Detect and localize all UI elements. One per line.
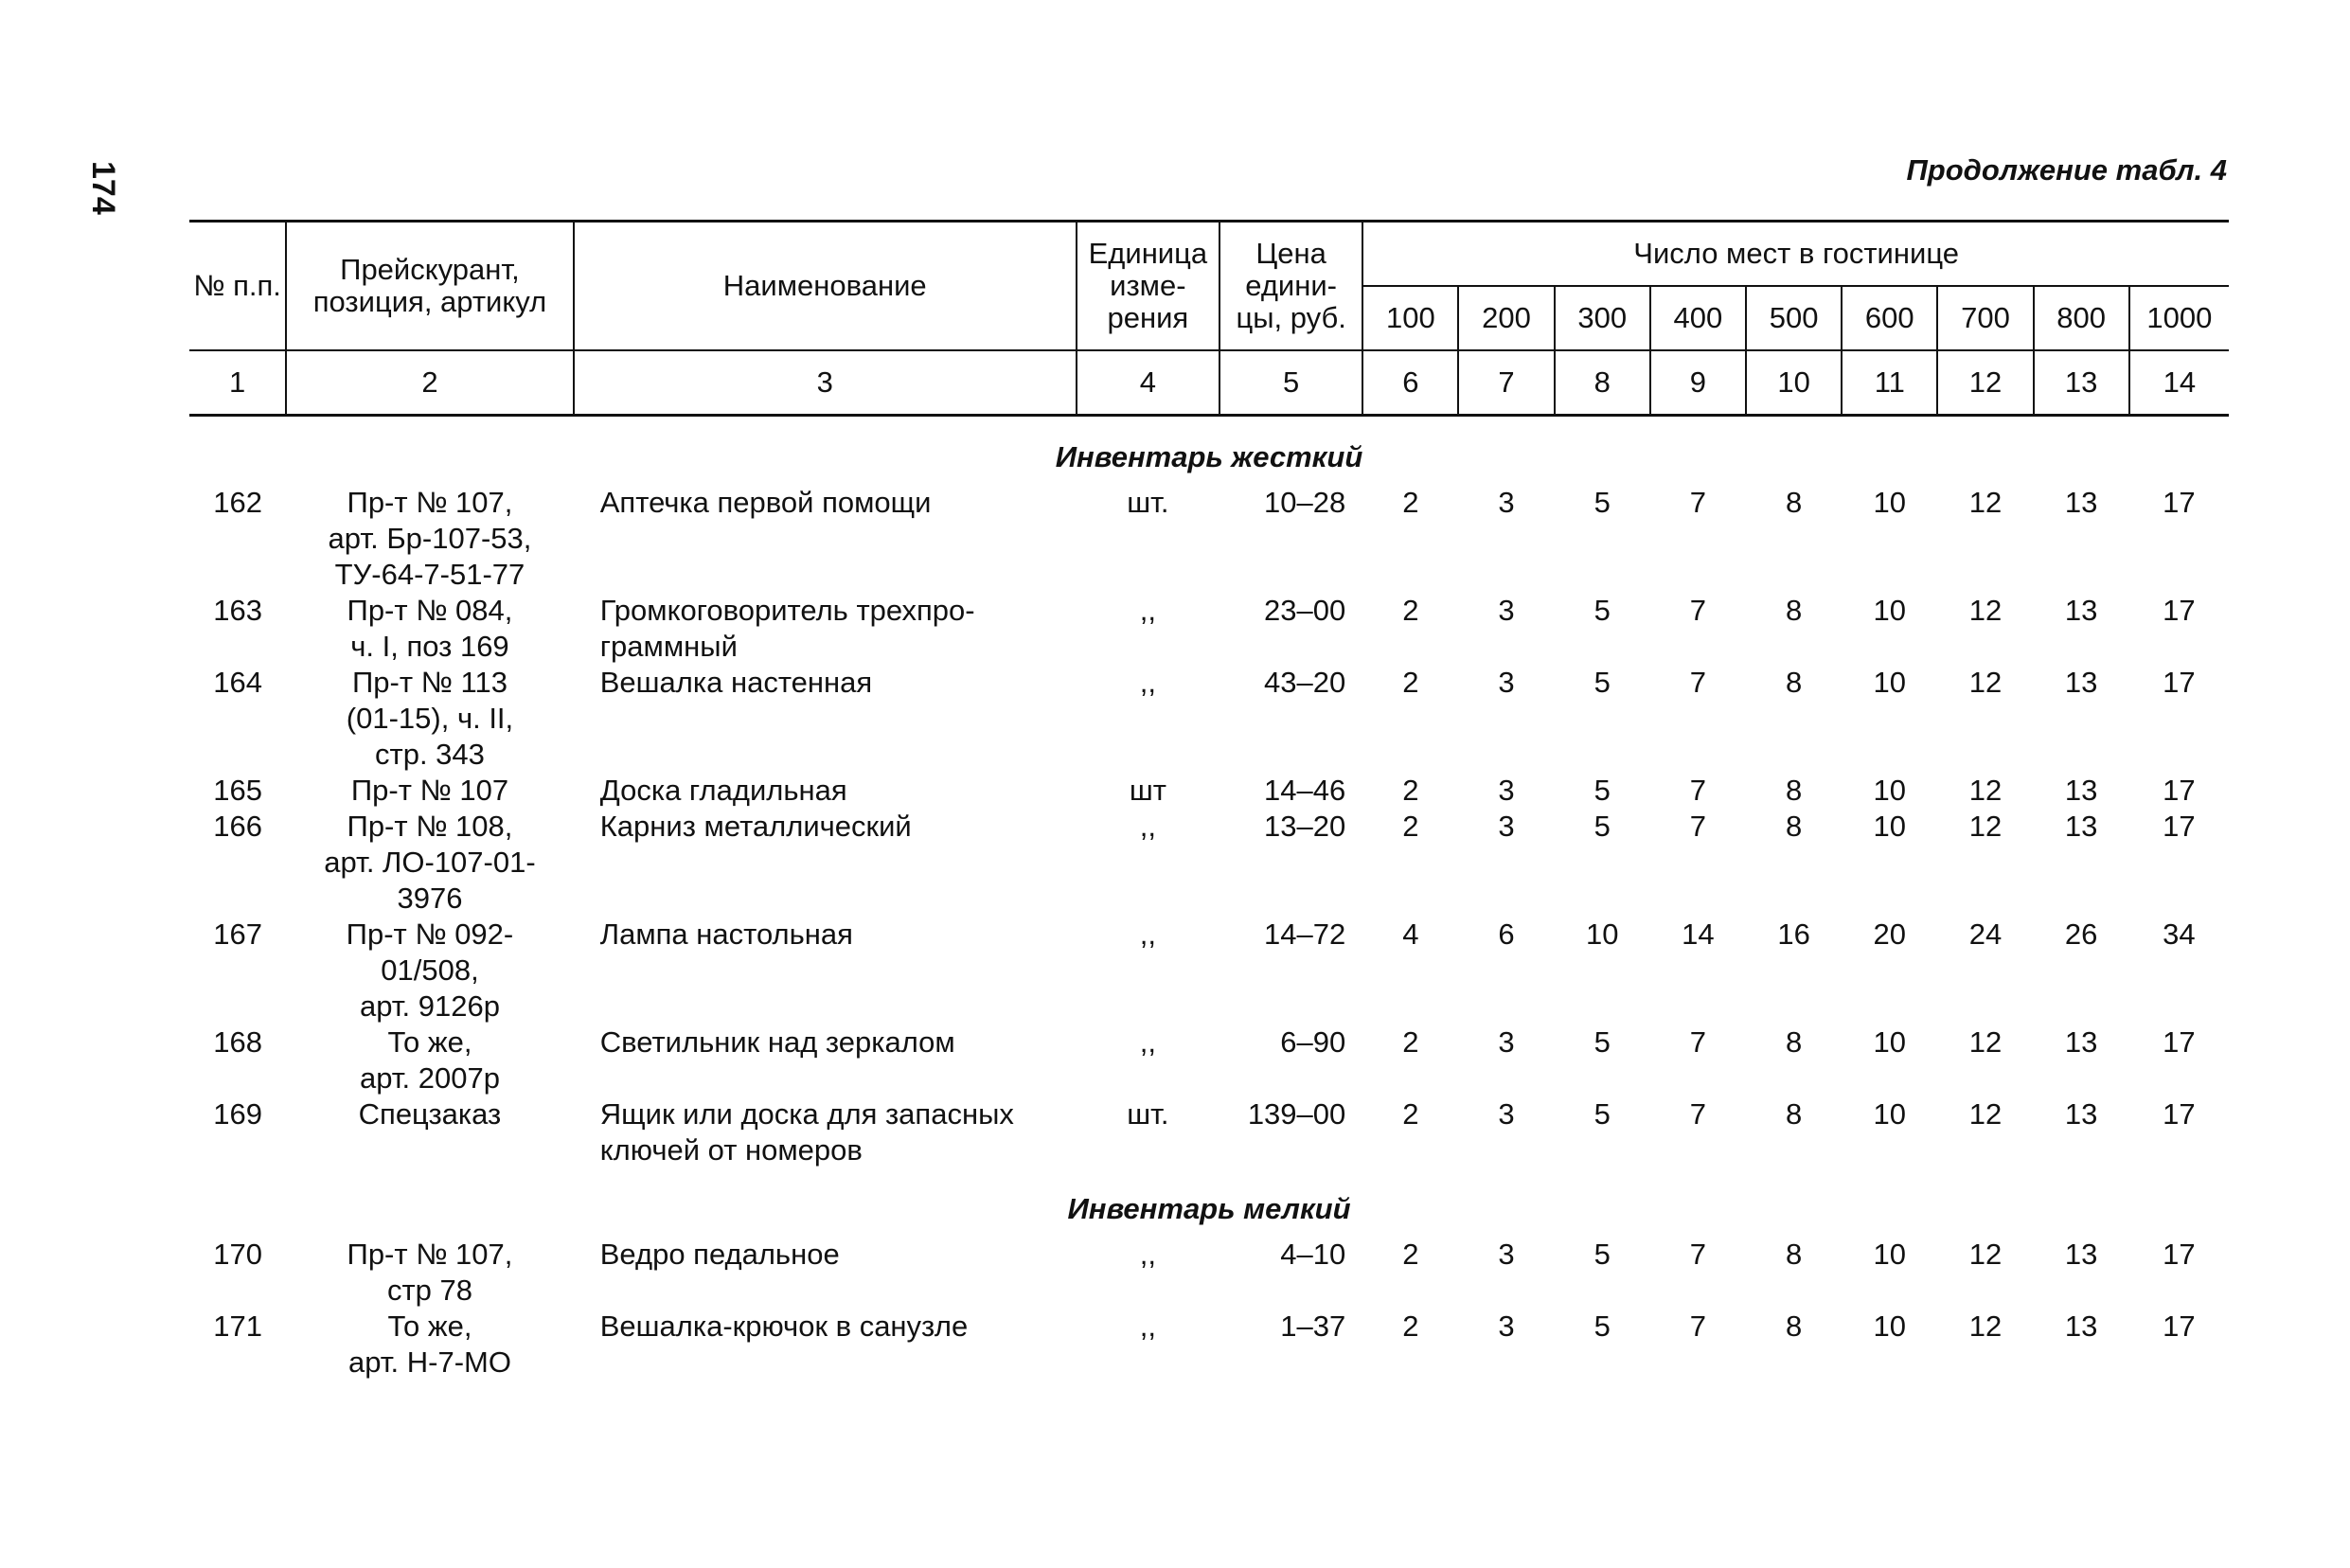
- header-num: № п.п.: [189, 222, 286, 351]
- row-quantity: 7: [1689, 774, 1707, 807]
- row-quantity: 5: [1593, 1097, 1611, 1131]
- row-number: 164: [213, 666, 262, 699]
- row-number: 163: [213, 594, 262, 627]
- row-unit: шт.: [1127, 486, 1169, 519]
- row-number: 166: [213, 810, 262, 843]
- row-price: 23–00: [1264, 594, 1346, 627]
- row-pricelist: [286, 1025, 574, 1096]
- header-column-number: 13: [2034, 350, 2129, 416]
- section-title: Инвентарь жесткий: [1055, 440, 1363, 473]
- row-quantity: 12: [1968, 486, 2003, 519]
- table-row: [189, 485, 2229, 593]
- row-unit: шт.: [1127, 1097, 1169, 1131]
- row-number: 169: [213, 1097, 262, 1131]
- row-quantity: 12: [1968, 810, 2003, 843]
- row-quantity: 17: [2163, 1097, 2196, 1131]
- header-seat-count: 500: [1746, 286, 1842, 350]
- row-quantity: 14: [1682, 918, 1715, 951]
- row-quantity: 2: [1402, 1097, 1419, 1131]
- row-pricelist: [286, 1309, 574, 1381]
- row-name: [574, 1237, 1077, 1309]
- row-quantity: 17: [2163, 594, 2196, 627]
- pricelist-line: Пр-т № 108,: [347, 810, 513, 843]
- row-quantity: 8: [1785, 1097, 1803, 1131]
- row-pricelist: [286, 485, 574, 593]
- row-quantity: 2: [1402, 486, 1419, 519]
- row-quantity: 3: [1498, 810, 1515, 843]
- row-quantity: 26: [2064, 918, 2098, 951]
- pricelist-line: (01-15), ч. II,: [346, 702, 514, 735]
- row-unit: ,,: [1139, 594, 1156, 627]
- table-row: [189, 593, 2229, 665]
- row-quantity: 17: [2163, 666, 2196, 699]
- name-line: граммный: [599, 630, 738, 663]
- row-quantity: 3: [1498, 1238, 1515, 1271]
- pricelist-line: стр 78: [386, 1274, 472, 1307]
- row-quantity: 17: [2163, 774, 2196, 807]
- row-quantity: 12: [1968, 1025, 2003, 1059]
- header-column-number: 9: [1650, 350, 1746, 416]
- name-line: Вешалка-крючок в санузле: [599, 1310, 969, 1343]
- row-quantity: 13: [2064, 774, 2098, 807]
- pricelist-line: арт. Н-7-МО: [347, 1345, 511, 1379]
- header-seat-count: 600: [1842, 286, 1937, 350]
- pricelist-line: То же,: [387, 1310, 472, 1343]
- row-quantity: 8: [1785, 666, 1803, 699]
- header-column-number: 7: [1458, 350, 1554, 416]
- row-quantity: 13: [2064, 594, 2098, 627]
- row-quantity: 5: [1593, 666, 1611, 699]
- section-row: [189, 416, 2229, 486]
- row-quantity: 12: [1968, 594, 2003, 627]
- row-quantity: 5: [1593, 1025, 1611, 1059]
- page-number: 174: [85, 161, 121, 215]
- table-row: [189, 773, 2229, 809]
- header-column-number: 1: [189, 350, 286, 416]
- header-seat-count: 200: [1458, 286, 1554, 350]
- header-name: Наименование: [574, 222, 1077, 351]
- pricelist-line: Спецзаказ: [358, 1097, 502, 1131]
- row-name: [574, 593, 1077, 665]
- pricelist-line: ч. I, поз 169: [350, 630, 509, 663]
- row-quantity: 13: [2064, 1310, 2098, 1343]
- row-quantity: 13: [2064, 486, 2098, 519]
- row-quantity: 17: [2163, 1025, 2196, 1059]
- row-quantity: 8: [1785, 1025, 1803, 1059]
- row-quantity: 3: [1498, 1097, 1515, 1131]
- row-quantity: 24: [1968, 918, 2003, 951]
- row-price: 1–37: [1280, 1310, 1346, 1343]
- row-price: 139–00: [1247, 1097, 1346, 1131]
- pricelist-line: Пр-т № 107: [350, 774, 509, 807]
- row-quantity: 10: [1873, 1025, 1907, 1059]
- row-quantity: 2: [1402, 810, 1419, 843]
- row-quantity: 6: [1498, 918, 1515, 951]
- row-price: 6–90: [1280, 1025, 1346, 1059]
- pricelist-line: Пр-т № 107,: [347, 1238, 513, 1271]
- row-quantity: 8: [1785, 810, 1803, 843]
- table-row: [189, 1096, 2229, 1168]
- name-line: Громкоговоритель трехпро-: [599, 594, 975, 627]
- section-row: [189, 1168, 2229, 1237]
- name-line: Ящик или доска для запасных: [599, 1097, 1014, 1131]
- header-column-number: 11: [1842, 350, 1937, 416]
- row-quantity: 3: [1498, 1025, 1515, 1059]
- row-quantity: 10: [1873, 594, 1907, 627]
- row-name: [574, 809, 1077, 917]
- row-quantity: 12: [1968, 774, 2003, 807]
- header-seats: Число мест в гостинице: [1362, 222, 2229, 287]
- name-line: Светильник над зеркалом: [599, 1025, 955, 1059]
- header-seat-count: 1000: [2129, 286, 2229, 350]
- row-quantity: 3: [1498, 666, 1515, 699]
- row-quantity: 12: [1968, 1238, 2003, 1271]
- row-quantity: 5: [1593, 486, 1611, 519]
- row-number: 171: [213, 1310, 262, 1343]
- name-line: Доска гладильная: [599, 774, 847, 807]
- pricelist-line: арт. Бр-107-53,: [328, 522, 532, 555]
- name-line: Карниз металлический: [599, 810, 912, 843]
- row-unit: ,,: [1139, 1310, 1156, 1343]
- table-row: [189, 1237, 2229, 1309]
- header-column-number: 14: [2129, 350, 2229, 416]
- row-quantity: 12: [1968, 1310, 2003, 1343]
- row-pricelist: [286, 1096, 574, 1168]
- row-quantity: 17: [2163, 1238, 2196, 1271]
- row-quantity: 7: [1689, 1238, 1707, 1271]
- row-quantity: 10: [1873, 666, 1907, 699]
- row-number: 168: [213, 1025, 262, 1059]
- row-quantity: 17: [2163, 1310, 2196, 1343]
- pricelist-line: То же,: [387, 1025, 472, 1059]
- row-quantity: 2: [1402, 1310, 1419, 1343]
- row-quantity: 4: [1402, 918, 1419, 951]
- row-quantity: 20: [1873, 918, 1907, 951]
- row-quantity: 12: [1968, 666, 2003, 699]
- row-quantity: 13: [2064, 1238, 2098, 1271]
- row-quantity: 13: [2064, 1097, 2098, 1131]
- row-price: 14–46: [1264, 774, 1346, 807]
- pricelist-line: Пр-т № 107,: [347, 486, 513, 519]
- row-pricelist: [286, 809, 574, 917]
- pricelist-line: 01/508,: [381, 953, 479, 987]
- row-quantity: 7: [1689, 1025, 1707, 1059]
- header-column-number: 10: [1746, 350, 1842, 416]
- row-quantity: 8: [1785, 486, 1803, 519]
- table-row: [189, 1309, 2229, 1381]
- row-name: [574, 1096, 1077, 1168]
- row-unit: шт: [1129, 774, 1166, 807]
- row-quantity: 5: [1593, 810, 1611, 843]
- pricelist-line: арт. ЛО-107-01-: [324, 846, 536, 879]
- row-name: [574, 665, 1077, 773]
- header-column-number: 6: [1362, 350, 1458, 416]
- name-line: Ведро педальное: [599, 1238, 840, 1271]
- table-row: [189, 809, 2229, 917]
- table-row: [189, 917, 2229, 1025]
- row-name: [574, 917, 1077, 1025]
- header-column-number: 3: [574, 350, 1077, 416]
- row-pricelist: [286, 593, 574, 665]
- row-quantity: 17: [2163, 810, 2196, 843]
- row-quantity: 10: [1873, 1238, 1907, 1271]
- row-quantity: 10: [1873, 1310, 1907, 1343]
- header-column-number: 5: [1220, 350, 1362, 416]
- row-number: 170: [213, 1238, 262, 1271]
- row-quantity: 3: [1498, 774, 1515, 807]
- row-quantity: 5: [1593, 1310, 1611, 1343]
- row-quantity: 10: [1873, 774, 1907, 807]
- pricelist-line: стр. 343: [375, 738, 485, 771]
- row-quantity: 8: [1785, 1310, 1803, 1343]
- row-quantity: 34: [2163, 918, 2196, 951]
- name-line: Вешалка настенная: [599, 666, 873, 699]
- row-quantity: 7: [1689, 486, 1707, 519]
- name-line: Аптечка первой помощи: [599, 486, 932, 519]
- row-number: 165: [213, 774, 262, 807]
- row-pricelist: [286, 917, 574, 1025]
- row-name: [574, 1309, 1077, 1381]
- row-quantity: 2: [1402, 594, 1419, 627]
- row-quantity: 7: [1689, 1310, 1707, 1343]
- row-quantity: 7: [1689, 1097, 1707, 1131]
- row-quantity: 2: [1402, 666, 1419, 699]
- row-price: 14–72: [1264, 918, 1346, 951]
- row-quantity: 7: [1689, 666, 1707, 699]
- row-name: [574, 485, 1077, 593]
- row-price: 43–20: [1264, 666, 1346, 699]
- name-line: Лампа настольная: [599, 918, 853, 951]
- header-seat-count: 300: [1555, 286, 1650, 350]
- row-pricelist: [286, 1237, 574, 1309]
- header-column-number: 12: [1937, 350, 2033, 416]
- header-seat-count: 800: [2034, 286, 2129, 350]
- table-row: [189, 665, 2229, 773]
- row-quantity: 10: [1585, 918, 1619, 951]
- header-seat-count: 100: [1362, 286, 1458, 350]
- pricelist-line: 3976: [397, 882, 463, 915]
- row-quantity: 7: [1689, 594, 1707, 627]
- row-quantity: 7: [1689, 810, 1707, 843]
- row-unit: ,,: [1139, 918, 1156, 951]
- row-quantity: 10: [1873, 810, 1907, 843]
- price-table: [189, 220, 2229, 1381]
- row-unit: ,,: [1139, 810, 1156, 843]
- row-quantity: 8: [1785, 774, 1803, 807]
- row-number: 162: [213, 486, 262, 519]
- table-continuation-label: Продолжение табл. 4: [1906, 153, 2227, 187]
- pricelist-line: Пр-т № 113: [351, 666, 507, 699]
- row-quantity: 3: [1498, 594, 1515, 627]
- name-line: ключей от номеров: [599, 1133, 863, 1167]
- row-quantity: 2: [1402, 774, 1419, 807]
- row-number: 167: [213, 918, 262, 951]
- header-unit: Единица изме-рения: [1077, 222, 1220, 351]
- row-quantity: 12: [1968, 1097, 2003, 1131]
- row-unit: ,,: [1139, 1025, 1156, 1059]
- pricelist-line: Пр-т № 092-: [346, 918, 514, 951]
- header-column-number: 8: [1555, 350, 1650, 416]
- row-quantity: 3: [1498, 1310, 1515, 1343]
- header-pricelist: Прейскурант, позиция, артикул: [286, 222, 574, 351]
- pricelist-line: Пр-т № 084,: [347, 594, 513, 627]
- row-price: 4–10: [1280, 1238, 1346, 1271]
- row-quantity: 5: [1593, 1238, 1611, 1271]
- header-column-number: 4: [1077, 350, 1220, 416]
- row-quantity: 16: [1777, 918, 1810, 951]
- pricelist-line: арт. 2007р: [359, 1061, 500, 1095]
- row-quantity: 13: [2064, 666, 2098, 699]
- row-price: 10–28: [1264, 486, 1346, 519]
- row-quantity: 17: [2163, 486, 2196, 519]
- row-pricelist: [286, 773, 574, 809]
- row-quantity: 10: [1873, 486, 1907, 519]
- row-quantity: 2: [1402, 1025, 1419, 1059]
- table-row: [189, 1025, 2229, 1096]
- row-pricelist: [286, 665, 574, 773]
- row-quantity: 5: [1593, 594, 1611, 627]
- row-name: [574, 1025, 1077, 1096]
- row-quantity: 5: [1593, 774, 1611, 807]
- row-unit: ,,: [1139, 666, 1156, 699]
- pricelist-line: ТУ-64-7-51-77: [334, 558, 525, 591]
- row-quantity: 8: [1785, 594, 1803, 627]
- row-quantity: 13: [2064, 810, 2098, 843]
- section-title: Инвентарь мелкий: [1067, 1192, 1351, 1225]
- row-quantity: 13: [2064, 1025, 2098, 1059]
- row-quantity: 8: [1785, 1238, 1803, 1271]
- row-quantity: 10: [1873, 1097, 1907, 1131]
- row-unit: ,,: [1139, 1238, 1156, 1271]
- header-seat-count: 700: [1937, 286, 2033, 350]
- row-price: 13–20: [1264, 810, 1346, 843]
- row-name: [574, 773, 1077, 809]
- header-price: Цена едини-цы, руб.: [1220, 222, 1362, 351]
- header-seat-count: 400: [1650, 286, 1746, 350]
- row-quantity: 2: [1402, 1238, 1419, 1271]
- header-column-number: 2: [286, 350, 574, 416]
- pricelist-line: арт. 9126р: [359, 989, 500, 1023]
- row-quantity: 3: [1498, 486, 1515, 519]
